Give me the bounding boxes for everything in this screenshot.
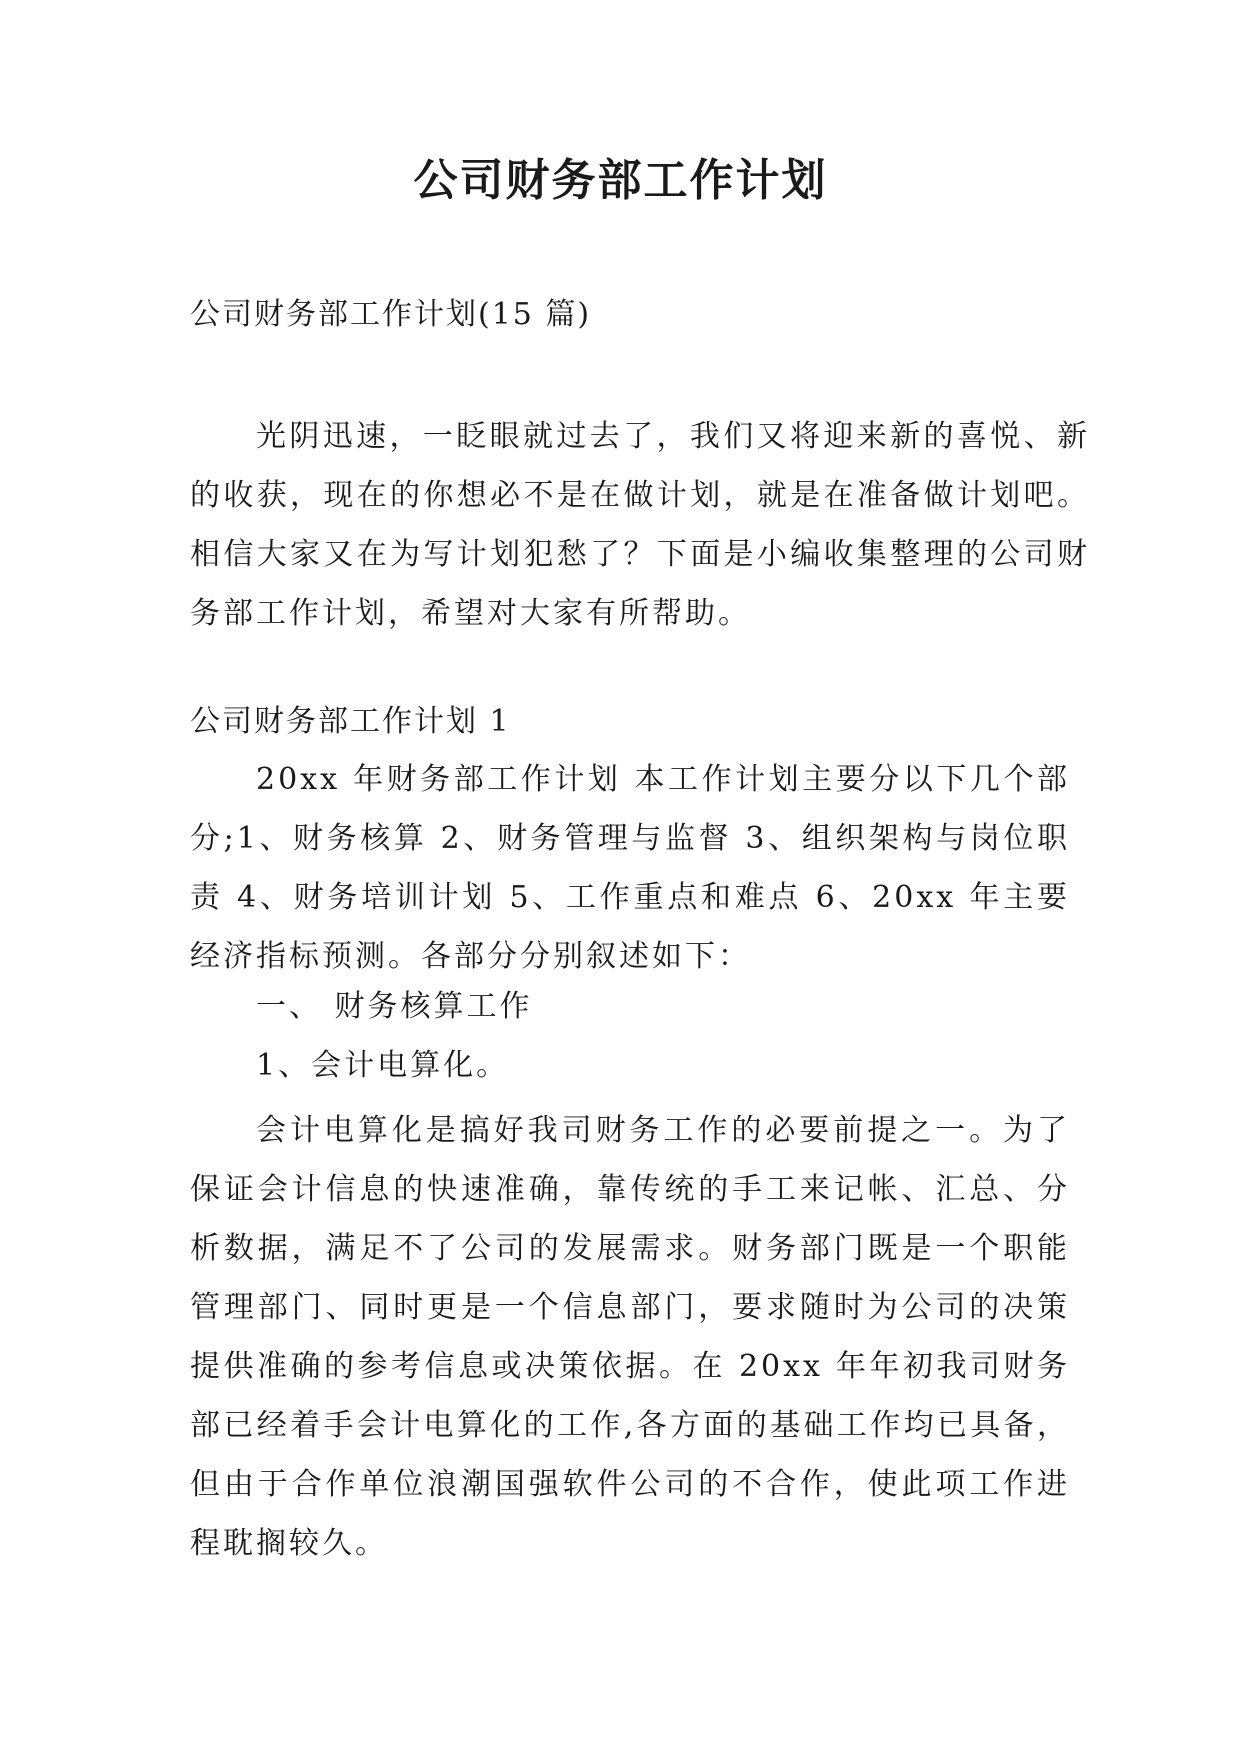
section-heading: 公司财务部工作计划 1 (190, 704, 511, 739)
body-paragraph: 会计电算化是搞好我司财务工作的必要前提之一。为了保证会计信息的快速准确，靠传统的手工来记帐、汇总、分析数据，满足不了公司的发展需求。财务部门既是一个职能管理部门、同时更是一个信息部门，要求随时为公司的决策提供准确的参考信息或决策依据。在 20xx 年年初我司财务部已经着手会计电算化的工作,各方面的基础工作均已具备，但由于合作单位浪潮国强软件公司的不合作，使此项工作进程耽搁较久。 (190, 1113, 1070, 1561)
plan-overview-paragraph: 20xx 年财务部工作计划 本工作计划主要分以下几个部分;1、财务核算 2、财务管理与监督 3、组织架构与岗位职责 4、财务培训计划 5、工作重点和难点 6、20xx 年主要经济指标预测。各部分分别叙述如下： (190, 762, 1070, 974)
intro-paragraph: 光阴迅速，一眨眼就过去了，我们又将迎来新的喜悦、新的收获，现在的你想必不是在做计划，就是在准备做计划吧。相信大家又在为写计划犯愁了？下面是小编收集整理的公司财务部工作计划，希望对大家有所帮助。 (190, 419, 1090, 631)
document-subtitle: 公司财务部工作计划(15 篇) (190, 297, 592, 332)
item-accounting-computerization: 1、会计电算化。 (256, 1048, 510, 1083)
heading-financial-accounting: 一、 财务核算工作 (256, 989, 533, 1024)
document-title: 公司财务部工作计划 (413, 155, 828, 206)
